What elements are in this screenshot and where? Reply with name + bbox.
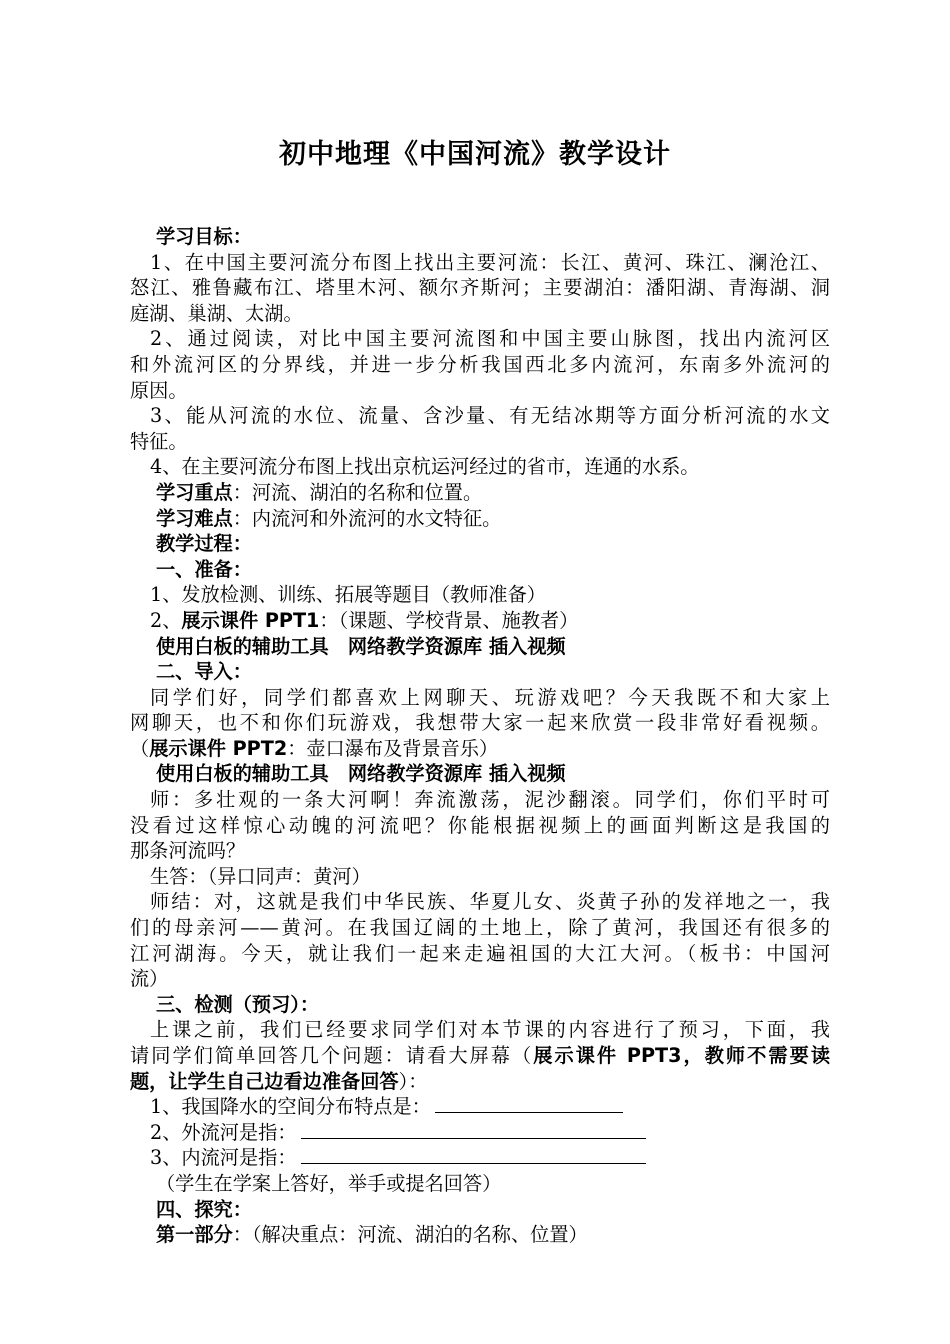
section-2-tools: 使用白板的辅助工具 网络教学资源库 插入视频 (156, 762, 566, 786)
section-1-heading: 一、准备： (156, 557, 252, 581)
document-title: 初中地理《中国河流》教学设计 (279, 139, 671, 170)
key-point (130, 480, 830, 506)
section-3-heading: 三、检测（预习）： (156, 992, 320, 1016)
section-1-item-1: 1、发放检测、训练、拓展等题目（教师准备） (150, 583, 546, 607)
ppt2-line (130, 736, 830, 762)
answer-note: （学生在学案上答好，举手或提名回答） (156, 1171, 502, 1195)
part-1-text: ：（解决重点：河流、湖泊的名称、位置） (232, 1223, 588, 1247)
process-heading: 教学过程： (156, 532, 252, 556)
item-2-rest: ：（课题、学校背景、施教者） (319, 608, 579, 632)
teacher-line-1: 师：多壮观的一条大河啊！奔流激荡，泥沙翻滚。同学们，你们平时可 (150, 788, 830, 812)
preview-line-2-text: 请同学们简单回答几个问题：请看大屏幕（ (130, 1044, 534, 1067)
question-1 (130, 1094, 830, 1120)
preview-line-1: 上课之前，我们已经要求同学们对本节课的内容进行了预习，下面，我 (150, 1018, 830, 1042)
answer-blank-2[interactable] (301, 1120, 646, 1139)
document-body (130, 224, 830, 1248)
preview-line-2 (130, 1043, 830, 1069)
part-1 (130, 1222, 830, 1248)
objective-1-line-2: 怒江、雅鲁藏布江、塔里木河、额尔齐斯河；主要湖泊：潘阳湖、青海湖、洞 (130, 276, 830, 300)
teacher-line-3: 那条河流吗？ (130, 839, 246, 863)
part-1-label: 第一部分 (156, 1223, 233, 1247)
item-2-prefix: 2、 (150, 608, 182, 632)
ppt2-label: 展示课件 PPT2 (149, 736, 288, 760)
objective-1-line-1: 1、在中国主要河流分布图上找出主要河流：长江、黄河、珠江、澜沧江、 (150, 250, 830, 274)
summary-line-3: 江河湖海。今天，就让我们一起来走遍祖国的大江大河。（板书：中国河 (130, 941, 830, 965)
summary-line-4: 流） (130, 967, 169, 991)
ppt2-rest: ：壶口瀑布及背景音乐） (287, 736, 499, 760)
ppt3-label: 展示课件 PPT3，教师不需要读 (533, 1044, 831, 1067)
objective-3-line-2: 特征。 (130, 429, 188, 453)
objective-1-line-3: 庭湖、巢湖、太湖。 (130, 301, 303, 325)
summary-line-2: 们的母亲河——黄河。在我国辽阔的土地上，除了黄河，我国还有很多的 (130, 916, 830, 940)
difficulty-label: 学习难点 (156, 506, 233, 530)
section-2-heading: 二、导入： (156, 660, 252, 684)
teacher-line-2: 没看过这样惊心动魄的河流吧？你能根据视频上的画面判断这是我国的 (130, 813, 830, 837)
question-3-text: 3、内流河是指： (150, 1146, 297, 1170)
objective-2-line-2: 和外流河区的分界线，并进一步分析我国西北多内流河，东南多外流河的 (130, 352, 830, 376)
summary-line-1: 师结：对，这就是我们中华民族、华夏儿女、炎黄子孙的发祥地之一，我 (150, 890, 830, 914)
question-3 (130, 1145, 830, 1171)
difficulty-text: ：内流河和外流河的水文特征。 (232, 506, 502, 530)
question-1-text: 1、我国降水的空间分布特点是： (150, 1095, 431, 1119)
section-4-heading: 四、探究： (156, 1197, 252, 1221)
objective-3-line-1: 3、能从河流的水位、流量、含沙量、有无结冰期等方面分析河流的水文 (150, 404, 830, 428)
question-2 (130, 1120, 830, 1146)
student-answer: 生答：（异口同声：黄河） (150, 864, 371, 888)
preview-line-3-rest: ）： (398, 1069, 428, 1093)
preview-instruction: 题，让学生自己边看边准备回答 (130, 1069, 399, 1093)
ppt1-label: 展示课件 PPT1 (181, 608, 320, 632)
key-point-label: 学习重点 (156, 480, 233, 504)
answer-blank-3[interactable] (301, 1145, 646, 1164)
key-point-text: ：河流、湖泊的名称和位置。 (232, 480, 483, 504)
question-2-text: 2、外流河是指： (150, 1120, 297, 1144)
difficulty (130, 506, 830, 532)
preview-line-3 (130, 1069, 830, 1095)
objective-2-line-3: 原因。 (130, 378, 188, 402)
section-1-tools: 使用白板的辅助工具 网络教学资源库 插入视频 (156, 634, 566, 658)
section-1-item-2 (130, 608, 830, 634)
intro-line-2: 网聊天，也不和你们玩游戏，我想带大家一起来欣赏一段非常好看视频。 (130, 711, 830, 735)
objectives-heading: 学习目标： (156, 225, 252, 248)
objective-4: 4、在主要河流分布图上找出京杭运河经过的省市，连通的水系。 (150, 455, 700, 479)
ppt2-open: （ (130, 736, 150, 760)
objective-2-line-1: 2、通过阅读，对比中国主要河流图和中国主要山脉图，找出内流河区 (150, 327, 830, 351)
intro-line-1: 同学们好，同学们都喜欢上网聊天、玩游戏吧？今天我既不和大家上 (150, 685, 830, 709)
answer-blank-1[interactable] (435, 1094, 623, 1113)
